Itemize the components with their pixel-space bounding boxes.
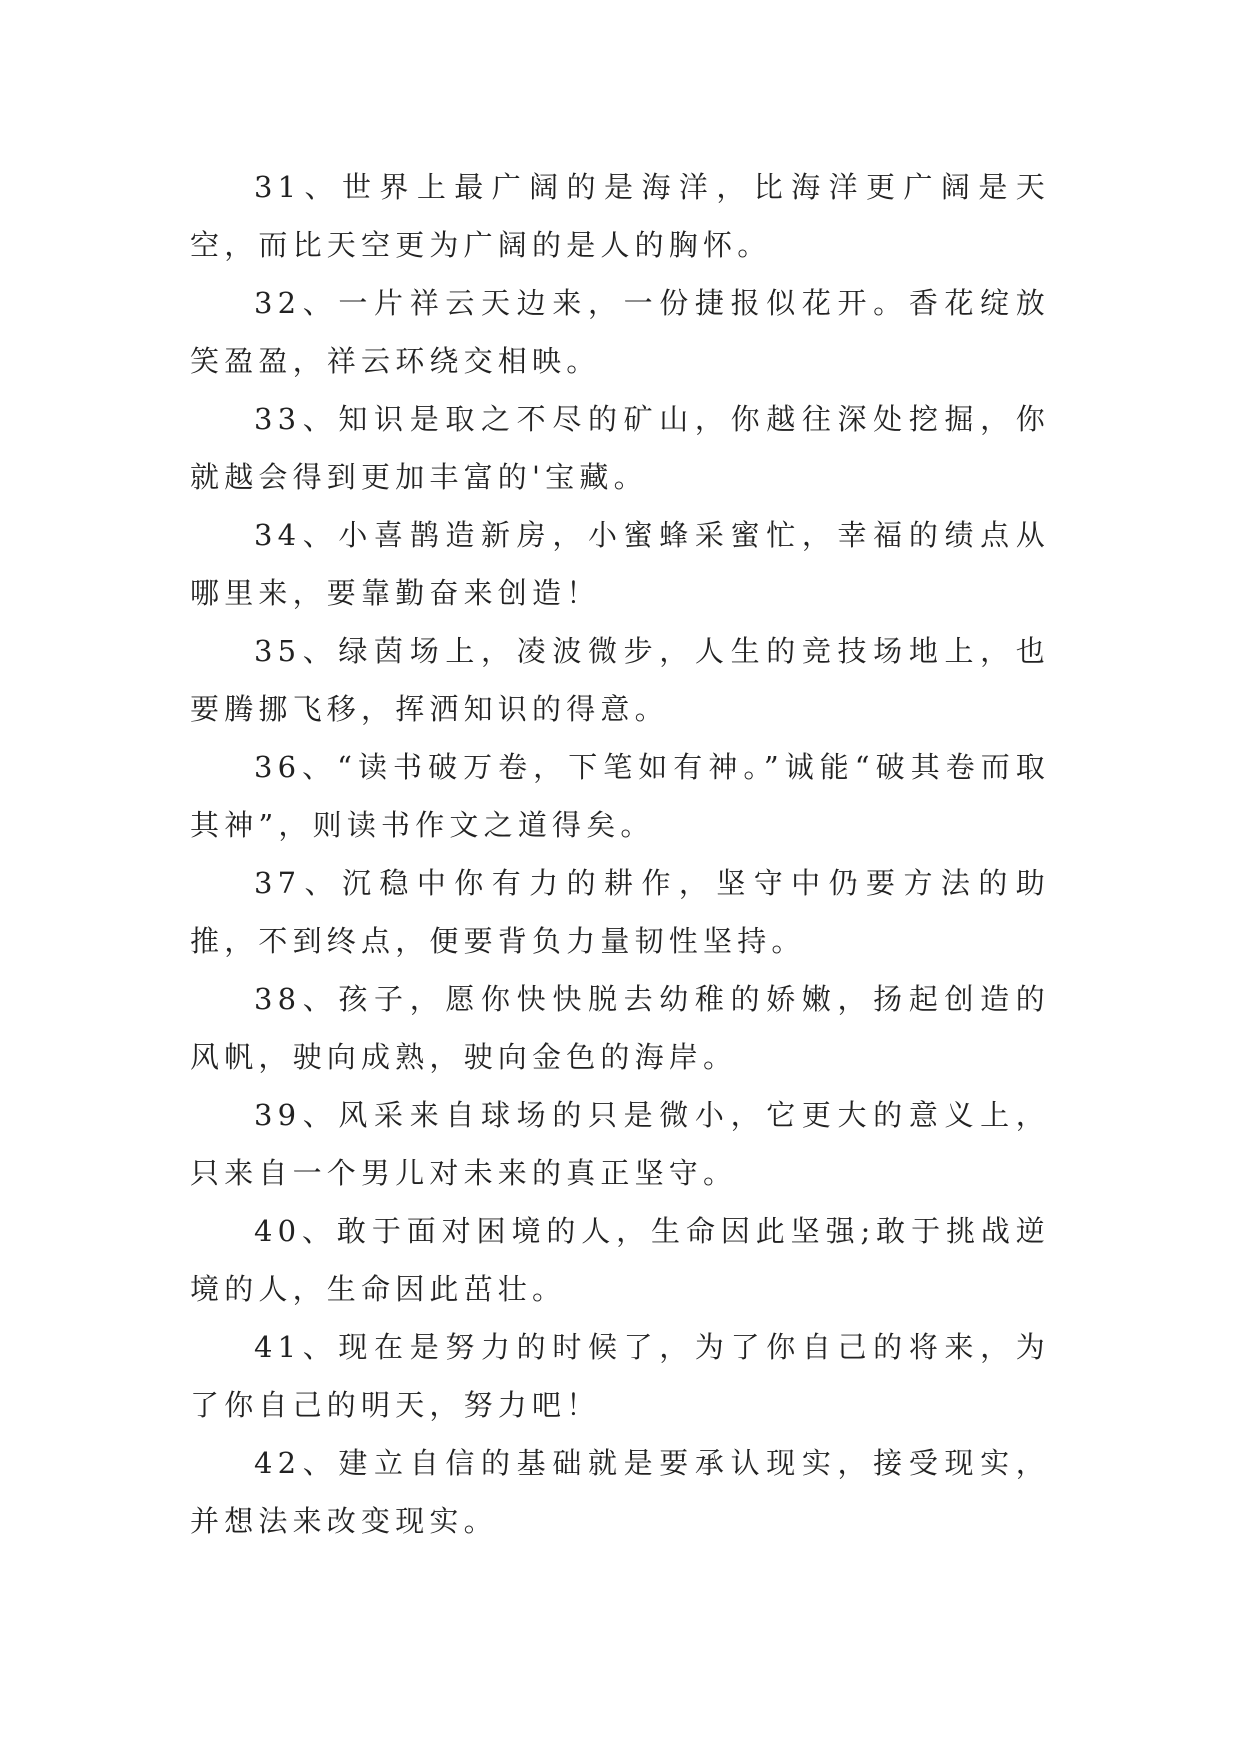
paragraph-37: 37、沉稳中你有力的耕作，坚守中仍要方法的助推，不到终点，便要背负力量韧性坚持。 xyxy=(190,866,1050,958)
paragraph-38: 38、孩子，愿你快快脱去幼稚的娇嫩，扬起创造的风帆，驶向成熟，驶向金色的海岸。 xyxy=(190,982,1050,1074)
document-body xyxy=(190,158,1050,1550)
paragraph-40: 40、敢于面对困境的人，生命因此坚强;敢于挑战逆境的人，生命因此茁壮。 xyxy=(190,1214,1050,1306)
paragraph-34: 34、小喜鹊造新房，小蜜蜂采蜜忙，幸福的绩点从哪里来，要靠勤奋来创造！ xyxy=(190,518,1050,610)
paragraph-35: 35、绿茵场上，凌波微步，人生的竞技场地上，也要腾挪飞移，挥洒知识的得意。 xyxy=(190,634,1050,726)
paragraph-31: 31、世界上最广阔的是海洋，比海洋更广阔是天空，而比天空更为广阔的是人的胸怀。 xyxy=(190,170,1050,262)
paragraph-36: 36、“读书破万卷，下笔如有神。”诚能“破其卷而取其神”，则读书作文之道得矣。 xyxy=(190,750,1050,842)
paragraph-33: 33、知识是取之不尽的矿山，你越往深处挖掘，你就越会得到更加丰富的'宝藏。 xyxy=(190,402,1050,494)
paragraph-42: 42、建立自信的基础就是要承认现实，接受现实，并想法来改变现实。 xyxy=(190,1446,1050,1538)
paragraph-32: 32、一片祥云天边来，一份捷报似花开。香花绽放笑盈盈，祥云环绕交相映。 xyxy=(190,286,1050,378)
paragraph-41: 41、现在是努力的时候了，为了你自己的将来，为了你自己的明天，努力吧！ xyxy=(190,1330,1050,1422)
paragraph-39: 39、风采来自球场的只是微小，它更大的意义上，只来自一个男儿对未来的真正坚守。 xyxy=(190,1098,1050,1190)
